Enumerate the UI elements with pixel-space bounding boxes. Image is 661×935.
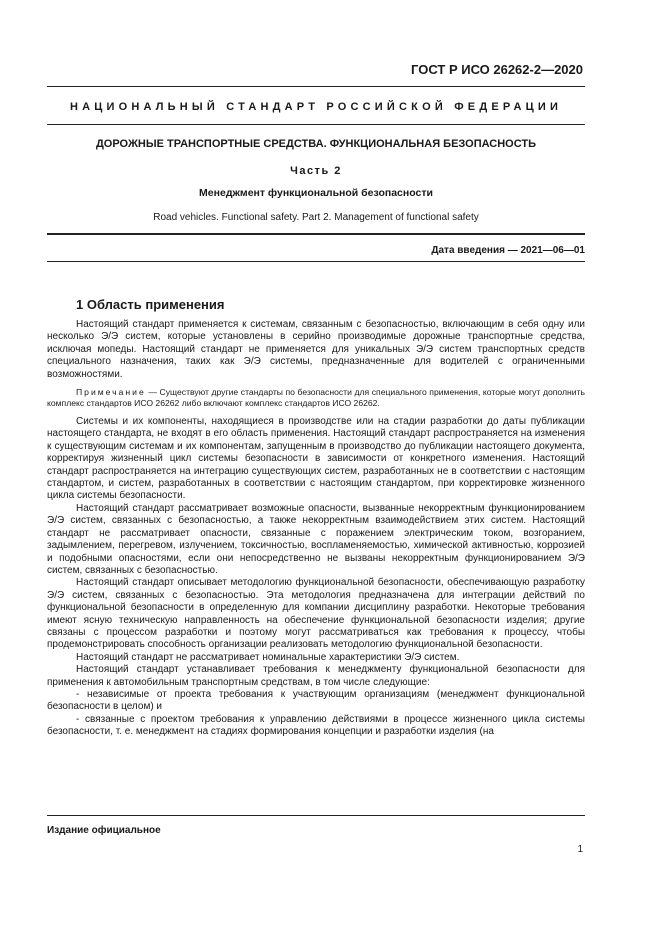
paragraph: Настоящий стандарт не рассматривает номинальные характеристики Э/Э систем.: [76, 651, 460, 663]
list-item: - независимые от проекта требования к участвующим организациям (менеджмент функциональной безопасности в целом) и: [47, 688, 585, 713]
official-edition-label: Издание официальное: [47, 825, 161, 836]
header-divider: [47, 124, 585, 125]
note-label: Примечание: [76, 387, 146, 398]
footer-divider: [47, 815, 585, 816]
national-standard-heading: НАЦИОНАЛЬНЫЙ СТАНДАРТ РОССИЙСКОЙ ФЕДЕРАЦИИ: [69, 101, 563, 113]
english-title: Road vehicles. Functional safety. Part 2. Management of functional safety: [153, 212, 479, 223]
gost-number: ГОСТ Р ИСО 26262-2—2020: [411, 62, 583, 77]
title-divider: [47, 233, 585, 235]
paragraph: Настоящий стандарт устанавливает требования к менеджменту функциональной безопасности для применения к автомобильным транспортным средствам, в том числе следующие:: [47, 664, 585, 688]
paragraph: Настоящий стандарт описывает методологию функциональной безопасности, обеспечивающую разработку Э/Э систем, связанных с безопасностью. Эта методология предназначена для интеграции действий по функциональной безопасности в определенную для компании дисциплину разработки. Некоторые требования имеют ясную техническую направленность на обеспечение функциональной безопасности изделия; другие связаны с процессом разработки и поэтому могут рассматриваться как требования к процессу, чтобы продемонстрировать способность организации реализовать методологию функциональной безопасности.: [47, 577, 585, 651]
paragraph: Системы и их компоненты, находящиеся в производстве или на стадии разработки до даты публикации настоящего стандарта, не входят в его область применения. Настоящий стандарт распространяется на изменения к существующим системам и их компонентам, запущенным в производство до публикации настоящего документа, корректируя жизненный цикл системы безопасности в зависимости от конкретного изменения. Настоящий стандарт распространяется на интеграцию существующих систем, разработанных не в соответствии с настоящим стандартом, и систем, разработанных в соответствии с настоящим стандартом, при корректировке жизненного цикла системы безопасности.: [47, 416, 585, 502]
note-text: — Существуют другие стандарты по безопасности для специального применения, которые могут дополнить комплекс стандартов ИСО 26262 либо включают комплекс стандартов ИСО 26262.: [47, 387, 585, 409]
list-item: - связанные с проектом требования к управлению действиями в процессе жизненного цикла системы безопасности, т. е. менеджмент на стадиях формирования концепции и разработки изделия (на: [47, 713, 585, 738]
paragraph: Настоящий стандарт применяется к системам, связанным с безопасностью, включающим в себя одну или несколько Э/Э систем, которые установлены в серийно производимые дорожные транспортные средства, исключая мопеды. Настоящий стандарт не применяется для уникальных Э/Э систем транспортных средств специального назначения, таких как Э/Э системы, предназначенные для водителей с ограниченными возможностями.: [47, 319, 585, 380]
introduction-date: Дата введения — 2021—06—01: [431, 245, 585, 256]
page-number: 1: [577, 844, 583, 855]
document-title: ДОРОЖНЫЕ ТРАНСПОРТНЫЕ СРЕДСТВА. ФУНКЦИОНАЛЬНАЯ БЕЗОПАСНОСТЬ: [95, 138, 537, 150]
top-divider: [47, 86, 585, 87]
document-subtitle: Менеджмент функциональной безопасности: [199, 187, 433, 199]
paragraph: Настоящий стандарт рассматривает возможные опасности, вызванные некорректным функционированием Э/Э систем, связанных с безопасностью, а также некорректным взаимодействием этих систем. Настоящий стандарт не рассматривает опасности, связанные с поражением электрическим током, возгоранием, задымлением, перегревом, излучением, токсичностью, воспламеняемостью, химической активностью, коррозией и подобными опасностями, если они непосредственно не вызваны некорректным функционированием Э/Э систем, связанных с безопасностью.: [47, 502, 585, 576]
date-divider: [47, 261, 585, 262]
part-label: Часть 2: [290, 165, 342, 177]
note: [47, 387, 585, 409]
section-heading: 1 Область применения: [76, 297, 225, 312]
section-body: [47, 319, 585, 739]
